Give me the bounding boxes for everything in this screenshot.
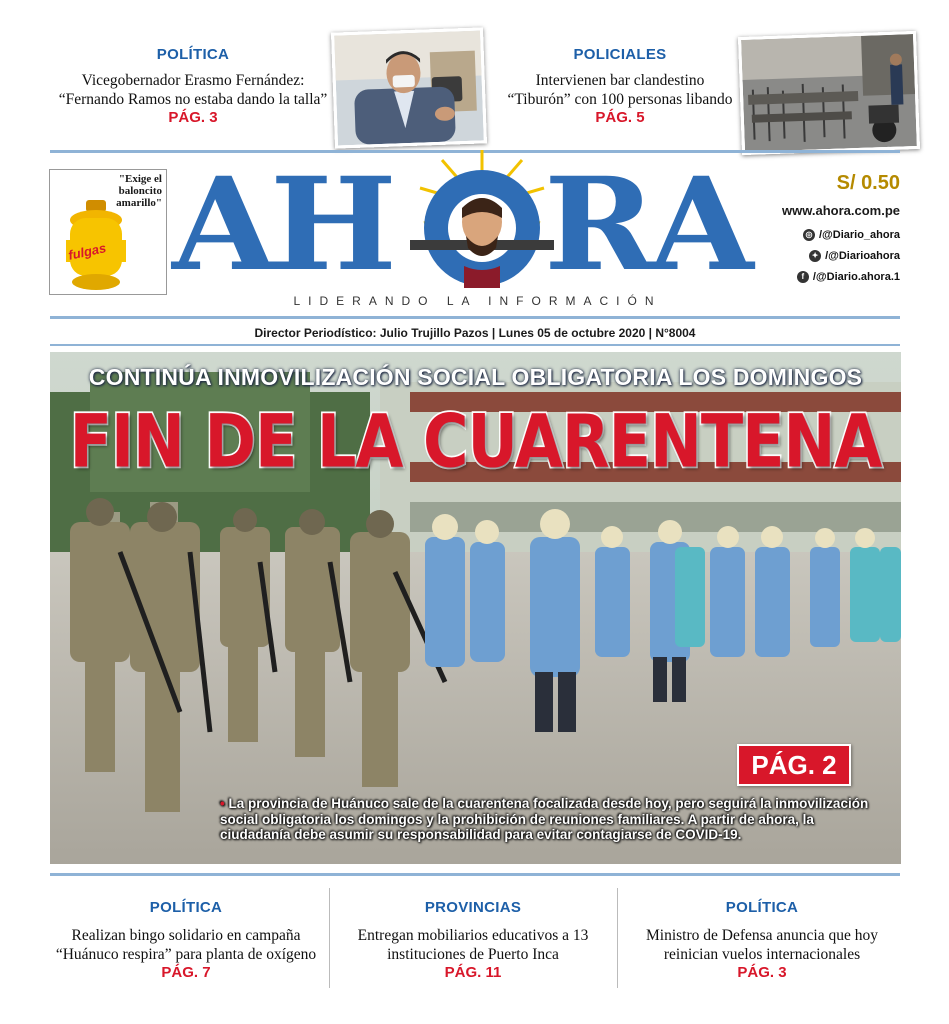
main-photo — [50, 352, 901, 864]
page-ref: PÁG. 3 — [168, 109, 218, 126]
section-label: POLÍTICA — [725, 899, 799, 916]
instagram-icon: ◎ — [803, 229, 815, 241]
main-page-ref[interactable]: PÁG. 2 — [737, 744, 851, 786]
issue-info: Director Periodístico: Julio Trujillo Pazos | Lunes 05 de octubre 2020 | N°8004 — [254, 326, 696, 340]
top-teaser-right[interactable] — [470, 46, 770, 126]
page-ref: PÁG. 7 — [161, 964, 211, 981]
main-headline: FIN DE LA CUARENTENA — [69, 398, 882, 485]
bar-raid-photo — [738, 31, 920, 155]
facebook-icon: f — [797, 271, 809, 283]
bullet: • — [220, 796, 225, 811]
page-ref: PÁG. 11 — [444, 964, 502, 981]
page-ref: PÁG. 3 — [737, 964, 787, 981]
kicker: CONTINÚA INMOVILIZACIÓN SOCIAL OBLIGATORIA LOS DOMINGOS — [88, 364, 863, 390]
bottom-teaser-1[interactable] — [50, 899, 322, 981]
headline: Ministro de Defensa anuncia que hoy reinician vuelos internacionales — [645, 927, 878, 963]
section-label: POLÍTICA — [156, 46, 230, 63]
twitter-icon: ✦ — [809, 250, 821, 262]
section-label: POLICIALES — [573, 46, 667, 63]
bottom-teaser-3[interactable] — [626, 899, 898, 981]
ad-quote: "Exige el baloncito amarillo" — [116, 173, 162, 209]
social-twitter[interactable]: ✦ /@Diarioahora — [740, 245, 900, 266]
section-label: PROVINCIAS — [424, 899, 522, 916]
headline: Intervienen bar clandestino “Tiburón” con 100 personas libando — [507, 72, 733, 108]
masthead-title — [172, 148, 782, 298]
politician-photo — [331, 27, 487, 148]
main-summary: • La provincia de Huánuco sale de la cuarentena focalizada desde hoy, pero seguirá la inmovilización social obligatoria los domingos y la prohibición de reuniones familiares. A partir de ahora, la ciudadanía debe asumir su responsabilidad para evitar contagiarse de COVID-19. — [220, 796, 869, 842]
website-link[interactable]: www.ahora.com.pe — [782, 203, 900, 218]
title-right: RA — [544, 150, 748, 300]
top-teaser-left[interactable] — [40, 46, 346, 126]
headline: Entregan mobiliarios educativos a 13 instituciones de Puerto Inca — [357, 927, 589, 963]
section-label: POLÍTICA — [149, 899, 223, 916]
column-divider — [617, 888, 618, 988]
social-links — [740, 224, 900, 287]
info-divider — [50, 344, 900, 346]
christ-o-emblem — [404, 148, 560, 294]
price: S/ 0.50 — [836, 172, 900, 194]
headline: Realizan bingo solidario en campaña “Huánuco respira” para planta de oxígeno — [55, 927, 317, 963]
ad-brand: fulgas — [66, 240, 108, 263]
social-instagram[interactable]: ◎ /@Diario_ahora — [740, 224, 900, 245]
bottom-teaser-2[interactable] — [337, 899, 609, 981]
headline: Vicegobernador Erasmo Fernández: “Fernando Ramos no estaba dando la talla” — [58, 72, 328, 108]
masthead-divider — [50, 316, 900, 319]
column-divider — [329, 888, 330, 988]
title-left: AH — [172, 150, 391, 300]
tagline: LIDERANDO LA INFORMACIÓN — [293, 294, 662, 308]
page-ref: PÁG. 5 — [595, 109, 645, 126]
bottom-divider — [50, 873, 900, 876]
social-facebook[interactable]: f /@Diario.ahora.1 — [740, 266, 900, 287]
fulgas-ad[interactable] — [49, 169, 167, 295]
